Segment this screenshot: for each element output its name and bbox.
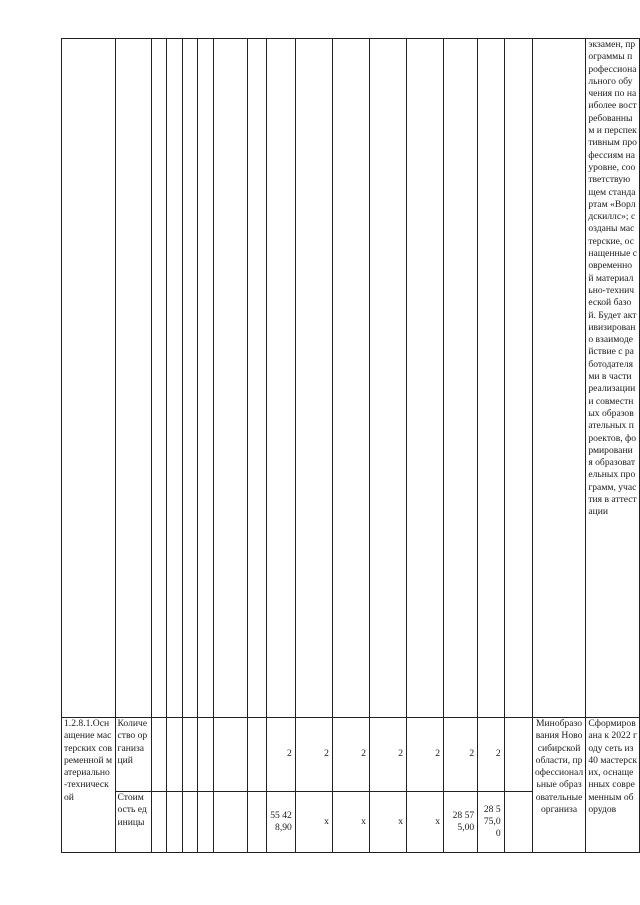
cell-empty: [532, 39, 586, 718]
cell-empty: [504, 718, 532, 792]
cell-empty: [167, 792, 183, 853]
cell-empty: [478, 39, 504, 718]
indicator-count: Количество организаций: [115, 718, 151, 792]
activity-name: 1.2.8.1.Оснащение мастерских современной материально-технической: [62, 718, 116, 853]
cell-empty: [369, 39, 406, 718]
count-value: 2: [332, 718, 369, 792]
cell-empty: [167, 39, 183, 718]
cell-empty: [444, 39, 478, 718]
count-value: 2: [266, 718, 295, 792]
cell-empty: [151, 792, 167, 853]
cell-empty: [406, 39, 443, 718]
cell-empty: [214, 792, 248, 853]
cell-empty: [248, 39, 267, 718]
cell-empty: [332, 39, 369, 718]
cell-empty: [504, 792, 532, 853]
cell-empty: [214, 718, 248, 792]
cell-empty: [248, 718, 267, 792]
expected-result: Сформирована к 2022 году сеть из 40 мастерских, оснащенных современным оборудов: [586, 718, 640, 853]
count-value: 2: [478, 718, 504, 792]
cell-empty: [198, 718, 214, 792]
cost-value: x: [369, 792, 406, 853]
cell-empty: [115, 39, 151, 718]
program-table: [61, 38, 640, 853]
cost-value: 55 428,90: [266, 792, 295, 853]
count-value: 2: [369, 718, 406, 792]
cell-empty: [182, 39, 198, 718]
cost-value: 28 575,00: [478, 792, 504, 853]
cell-empty: [266, 39, 295, 718]
cell-empty: [182, 792, 198, 853]
indicator-cost: Стоимость единицы: [115, 792, 151, 853]
responsible-executor: Минобразования Новосибирской области, профессиональные образовательные организа: [532, 718, 586, 853]
cell-empty: [62, 39, 116, 718]
cell-empty: [198, 39, 214, 718]
cell-empty: [295, 39, 332, 718]
cell-empty: [504, 39, 532, 718]
cost-value: x: [332, 792, 369, 853]
cost-value: x: [406, 792, 443, 853]
cell-empty: [214, 39, 248, 718]
count-value: 2: [406, 718, 443, 792]
cell-empty: [182, 718, 198, 792]
cell-empty: [151, 718, 167, 792]
count-value: 2: [295, 718, 332, 792]
table-row: [62, 39, 640, 718]
table-row: [62, 718, 640, 792]
cost-value: x: [295, 792, 332, 853]
cell-empty: [198, 792, 214, 853]
count-value: 2: [444, 718, 478, 792]
expected-result-continued: экзамен, программы профессионального обучения по наиболее востребованным и перспективным профессиям на уровне, соответствующем стандартам «Ворлдскиллс»; созданы мастерские, оснащенные современной материально-технической базой. Будет активизировано взаимодействие с работодателями в части реализации и совместных образовательных проектов, формирования образовательных программ, участия в аттестации: [586, 39, 640, 718]
cell-empty: [167, 718, 183, 792]
cost-value: 28 575,00: [444, 792, 478, 853]
cell-empty: [248, 792, 267, 853]
cell-empty: [151, 39, 167, 718]
